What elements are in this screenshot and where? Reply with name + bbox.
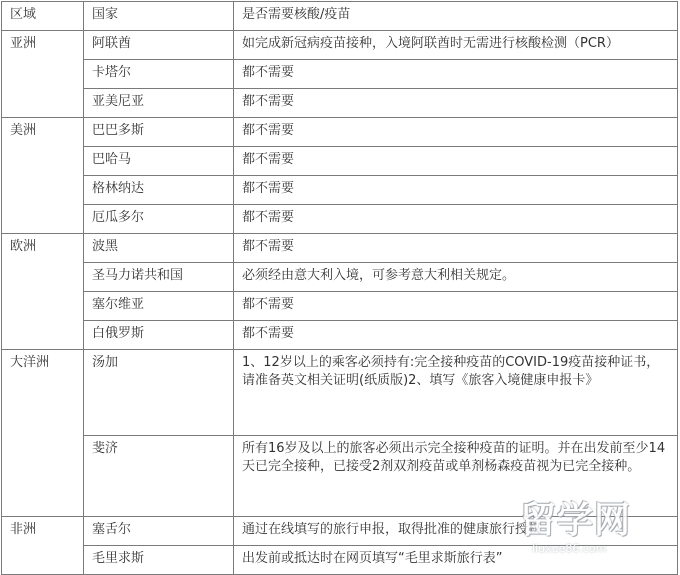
table-row	[2, 350, 678, 436]
requirement-cell: 通过在线填写的旅行申报，取得批准的健康旅行授权	[234, 517, 678, 546]
requirement-cell: 都不需要	[234, 205, 678, 234]
table-row	[2, 263, 678, 292]
table-row	[2, 60, 678, 89]
country-cell: 卡塔尔	[84, 60, 234, 89]
table-row	[2, 517, 678, 546]
region-cell: 大洋洲	[2, 350, 84, 517]
header-country: 国家	[84, 2, 234, 31]
requirement-cell: 出发前或抵达时在网页填写“毛里求斯旅行表”	[234, 546, 678, 575]
region-cell: 美洲	[2, 118, 84, 234]
country-cell: 亚美尼亚	[84, 89, 234, 118]
requirement-cell: 都不需要	[234, 89, 678, 118]
region-cell: 欧洲	[2, 234, 84, 350]
requirement-cell: 如完成新冠病疫苗接种，入境阿联酋时无需进行核酸检测（PCR）	[234, 31, 678, 60]
table-row	[2, 147, 678, 176]
table-row	[2, 321, 678, 350]
requirement-cell: 都不需要	[234, 147, 678, 176]
table-row	[2, 118, 678, 147]
requirement-cell: 必须经由意大利入境，可参考意大利相关规定。	[234, 263, 678, 292]
requirement-cell: 都不需要	[234, 292, 678, 321]
region-cell: 非洲	[2, 517, 84, 575]
table-row	[2, 31, 678, 60]
country-cell: 圣马力诺共和国	[84, 263, 234, 292]
requirement-cell: 都不需要	[234, 60, 678, 89]
country-cell: 汤加	[84, 350, 234, 436]
requirement-cell: 1、12岁以上的乘客必须持有:完全接种疫苗的COVID-19疫苗接种证书，请准备英文相关证明(纸质版)2、填写《旅客入境健康申报卡》	[234, 350, 678, 436]
country-requirements-table	[1, 1, 678, 575]
country-cell: 白俄罗斯	[84, 321, 234, 350]
table-row	[2, 292, 678, 321]
table-row	[2, 176, 678, 205]
table-row	[2, 546, 678, 575]
table-header-row	[2, 2, 678, 31]
region-cell: 亚洲	[2, 31, 84, 118]
header-requirement: 是否需要核酸/疫苗	[234, 2, 678, 31]
requirement-cell: 都不需要	[234, 118, 678, 147]
table-row	[2, 205, 678, 234]
country-cell: 波黑	[84, 234, 234, 263]
watermark-domain: liuxue86.com	[532, 542, 607, 555]
country-cell: 斐济	[84, 436, 234, 517]
requirement-cell: 都不需要	[234, 321, 678, 350]
country-cell: 塞尔维亚	[84, 292, 234, 321]
table-row	[2, 234, 678, 263]
country-cell: 阿联酋	[84, 31, 234, 60]
requirement-cell: 所有16岁及以上的旅客必须出示完全接种疫苗的证明。并在出发前至少14天已完全接种，已接受2剂双剂疫苗或单剂杨森疫苗视为已完全接种。	[234, 436, 678, 517]
country-cell: 巴哈马	[84, 147, 234, 176]
country-cell: 塞舌尔	[84, 517, 234, 546]
header-region: 区域	[2, 2, 84, 31]
country-cell: 毛里求斯	[84, 546, 234, 575]
requirement-cell: 都不需要	[234, 234, 678, 263]
requirement-cell: 都不需要	[234, 176, 678, 205]
country-cell: 厄瓜多尔	[84, 205, 234, 234]
country-cell: 格林纳达	[84, 176, 234, 205]
table-row	[2, 89, 678, 118]
table-row	[2, 436, 678, 517]
watermark-brand: 留学网	[520, 500, 632, 541]
country-cell: 巴巴多斯	[84, 118, 234, 147]
